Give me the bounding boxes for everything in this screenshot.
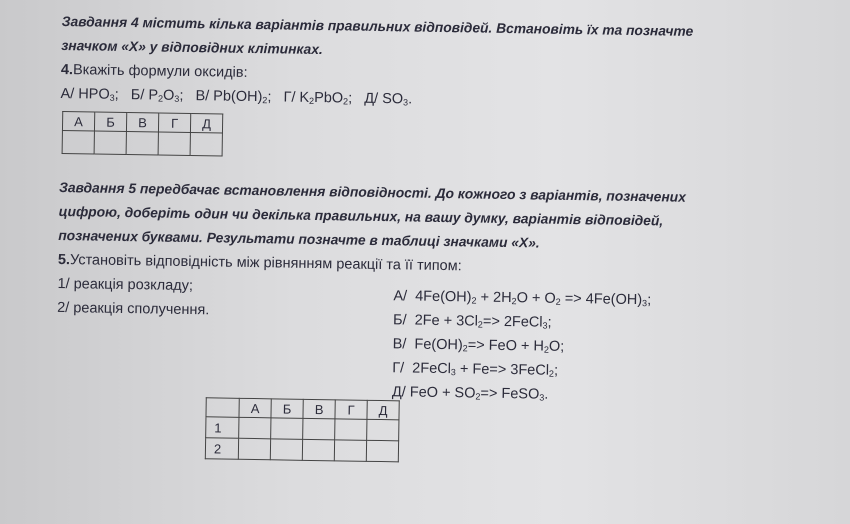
- header-cell: Б: [94, 112, 126, 132]
- task4-question: [61, 61, 248, 82]
- type-2: 2/ реакція сполучення.: [57, 299, 210, 319]
- reaction-d: Д/ FeO + $SO_2=>$ FeSO$_3$.: [391, 384, 549, 403]
- table-row: [206, 417, 399, 441]
- answer-cell[interactable]: [302, 439, 334, 461]
- header-cell: Д: [190, 114, 222, 134]
- option-d: Д/ $SO_3$.: [364, 90, 413, 108]
- answer-cell[interactable]: [126, 132, 158, 155]
- task5-question-text: Установіть відповідність між рівнянням реакції та її типом:: [69, 252, 462, 275]
- option-h: Г/ $K_2PbO_2$;: [283, 89, 353, 107]
- task5-intro-line1: Завдання 5 передбачає встановлення відповідності. До кожного з варіантів, позначених: [58, 179, 686, 205]
- answer-cell[interactable]: [239, 417, 271, 439]
- header-cell: А: [239, 398, 271, 418]
- answer-cell[interactable]: [270, 439, 302, 461]
- option-a: А/ $HPO_3$;: [60, 85, 119, 103]
- task5-answer-table: [205, 397, 400, 462]
- task4-intro-line2: значком «Х» у відповідних клітинках.: [61, 37, 323, 58]
- task4-options: [60, 85, 412, 109]
- reaction-h: Г/ 2FeCl$_3$ + Fe=> 3FeCl$_2$;: [392, 360, 559, 379]
- option-v: В/ $Pb(OH)_2$;: [195, 88, 272, 106]
- task5-number: 5.: [57, 251, 71, 269]
- task5-intro-line3: позначених буквами. Результати позначте в таблиці значками «Х».: [58, 227, 540, 251]
- answer-cell[interactable]: [94, 131, 126, 154]
- answer-cell[interactable]: [62, 130, 94, 153]
- row-label: 1: [206, 417, 239, 439]
- answer-cell[interactable]: [238, 438, 270, 460]
- answer-cell[interactable]: [367, 419, 399, 441]
- header-cell: Г: [158, 113, 190, 133]
- option-b: Б/ $P_2O_3$;: [130, 87, 184, 104]
- task5-intro-line2: цифрою, доберіть один чи декілька правильних, на вашу думку, варіантів відповідей,: [58, 203, 664, 229]
- answer-cell[interactable]: [303, 418, 335, 440]
- header-cell: А: [62, 111, 94, 131]
- task4-intro-line1: Завдання 4 містить кілька варіантів правильних відповідей. Встановіть їх та позначте: [61, 13, 694, 39]
- answer-cell[interactable]: [271, 418, 303, 440]
- header-cell: В: [303, 399, 335, 419]
- answer-row: [62, 130, 222, 156]
- answer-cell[interactable]: [158, 132, 190, 155]
- reaction-b: Б/ $2Fe + 3Cl_2=>$ 2FeCl$_3$;: [392, 312, 552, 331]
- task4-number: 4.: [60, 61, 74, 79]
- header-cell: Д: [367, 400, 399, 420]
- answer-cell[interactable]: [335, 419, 367, 441]
- header-cell: Г: [335, 400, 367, 420]
- table-header-row: [62, 111, 222, 133]
- corner-cell: [206, 398, 239, 418]
- reaction-v: В/ $Fe(OH)_2=>$ FeO + $H_2O$;: [392, 336, 565, 355]
- table-row: [205, 438, 398, 462]
- answer-cell[interactable]: [190, 133, 222, 156]
- type-1: 1/ реакція розкладу;: [57, 275, 194, 295]
- answer-cell[interactable]: [334, 440, 366, 462]
- task5-question: [58, 251, 462, 275]
- task4-answer-table: [62, 111, 224, 157]
- header-cell: В: [126, 113, 158, 133]
- header-cell: Б: [271, 399, 303, 419]
- task4-question-text: Вкажіть формули оксидів:: [72, 62, 248, 81]
- reaction-a: А/ $4Fe(OH)_2 + 2H_2O + O_2 => 4Fe(OH)_3$;: [393, 288, 652, 309]
- answer-cell[interactable]: [366, 440, 398, 462]
- row-label: 2: [205, 438, 238, 460]
